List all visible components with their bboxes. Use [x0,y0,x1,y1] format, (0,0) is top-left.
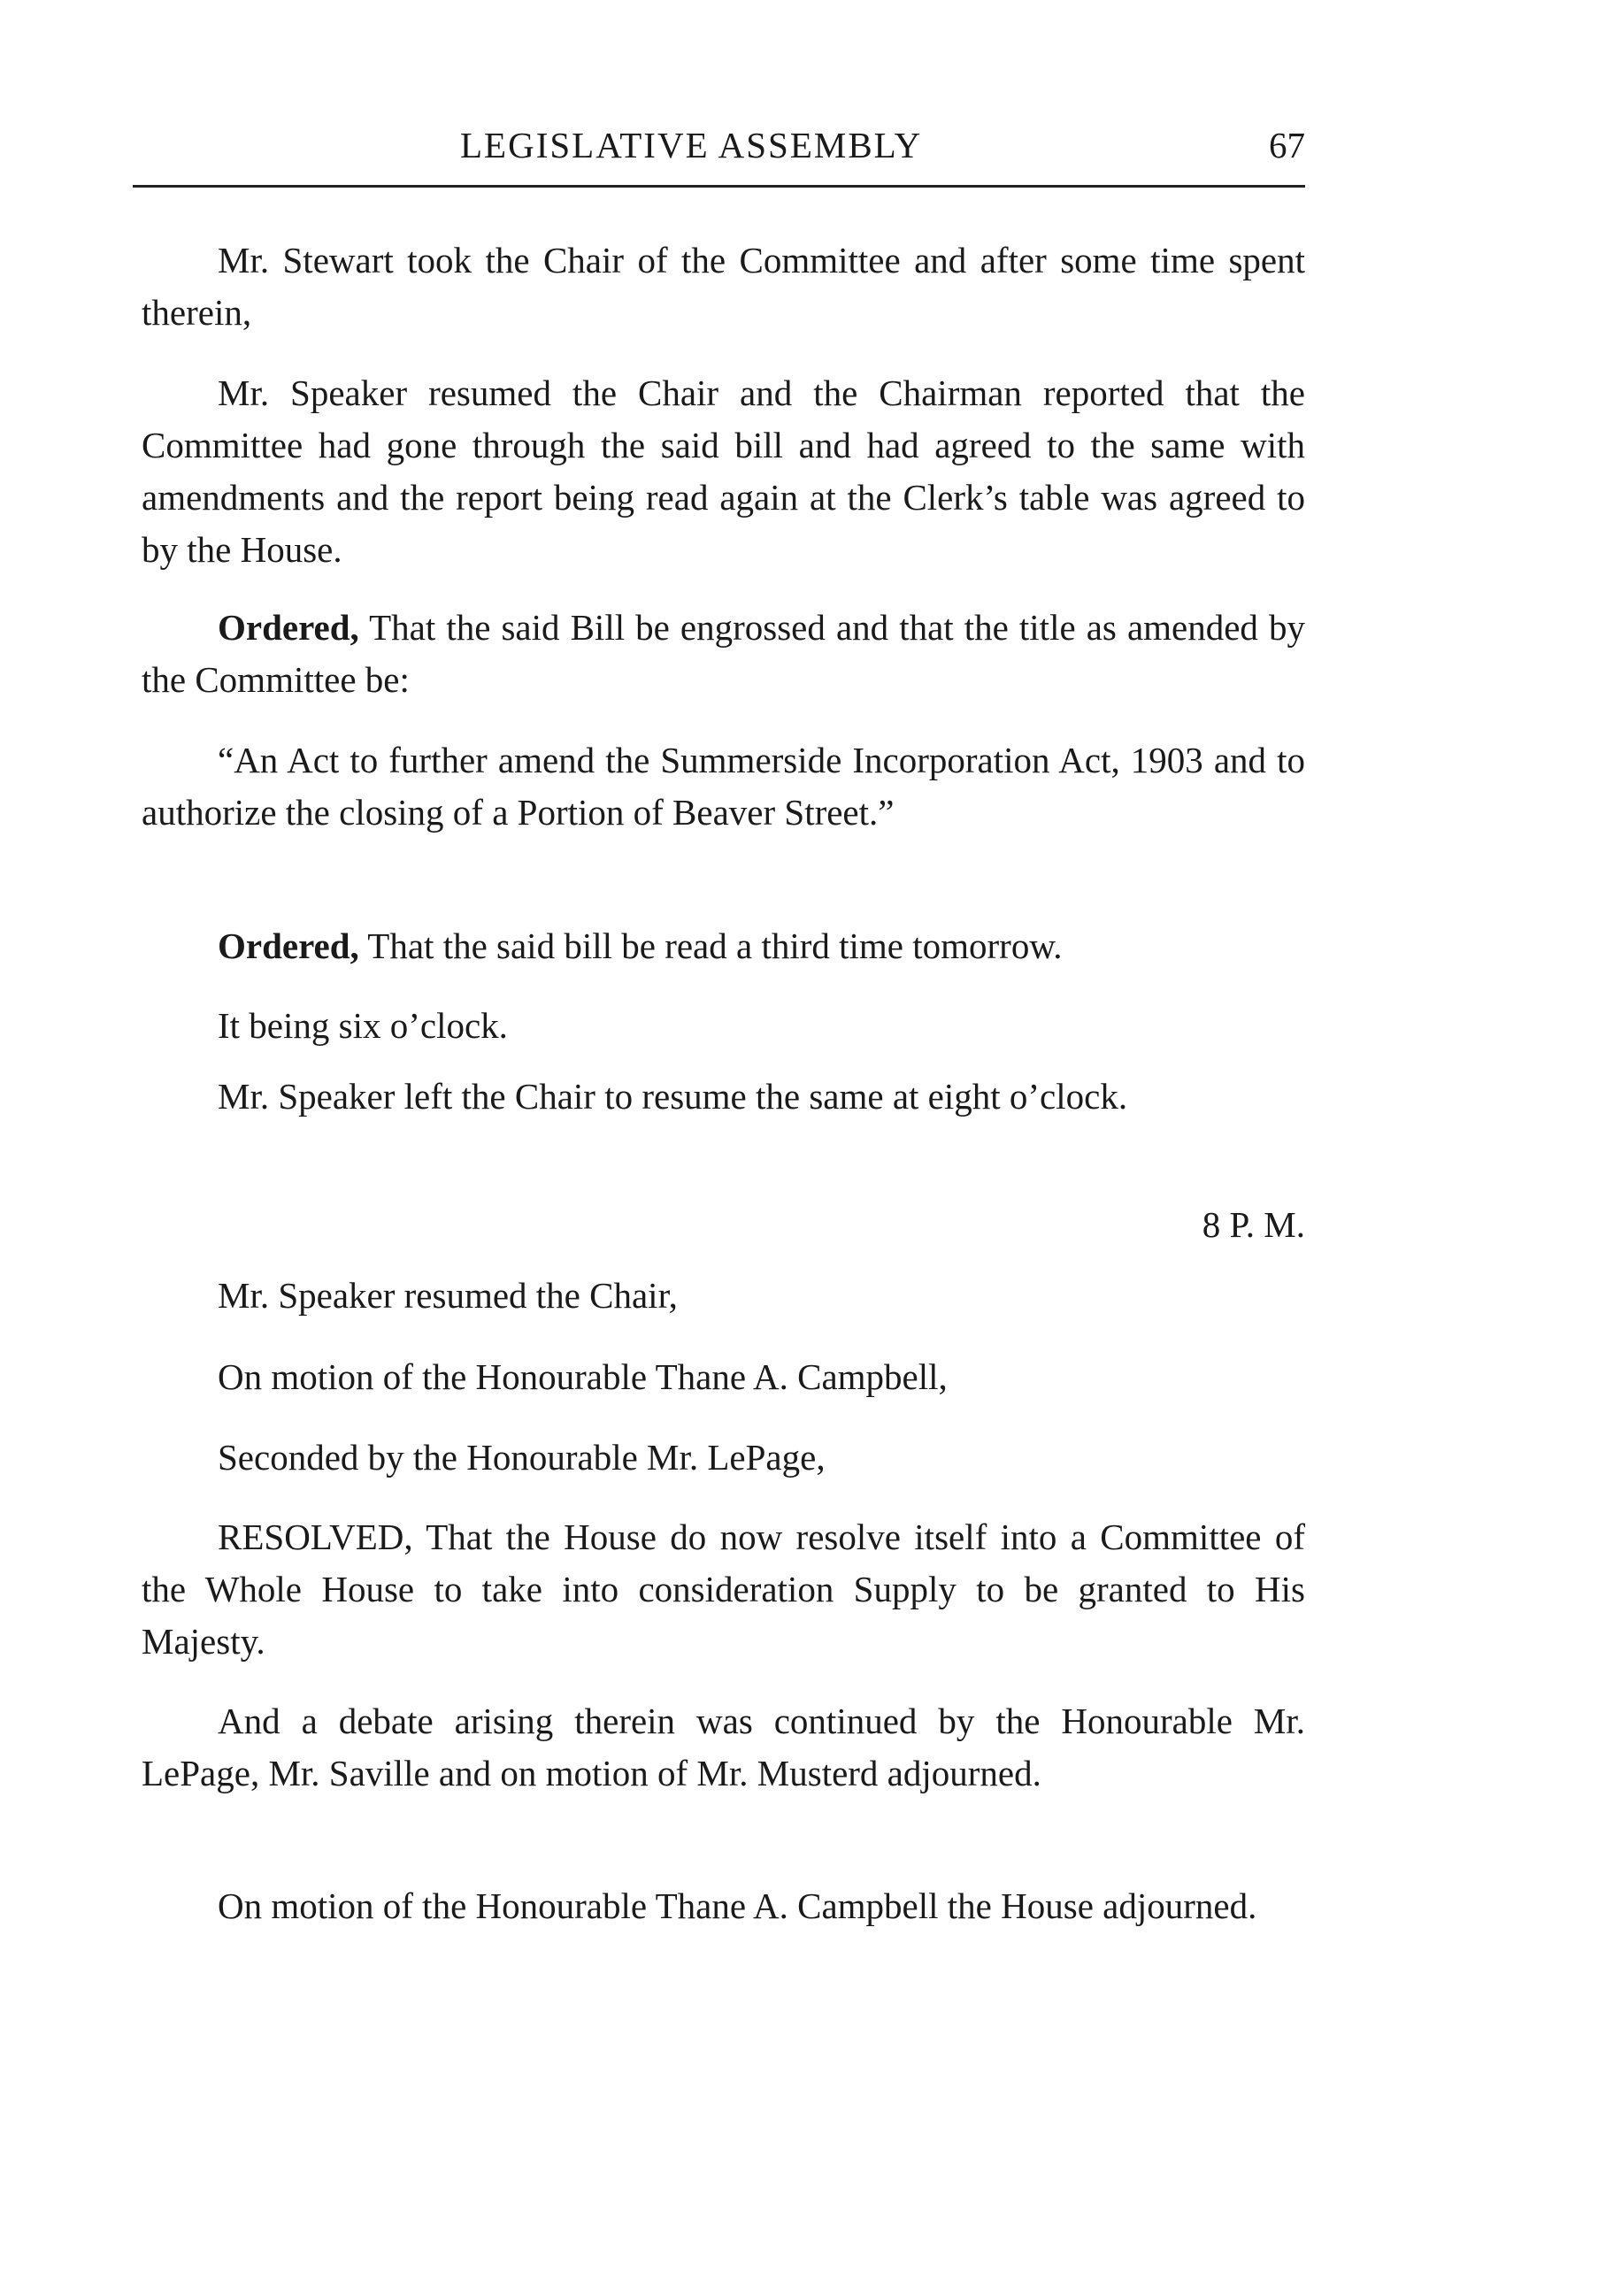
paragraph-speaker-left [142,1071,1305,1123]
paragraph-ordered-third-reading [142,920,1305,972]
page-header [133,124,1305,177]
paragraph-text: On motion of the Honourable Thane A. Campbell, [218,1356,948,1397]
paragraph-six-oclock [142,1000,1305,1052]
paragraph-text: Mr. Speaker resumed the Chair, [218,1275,678,1316]
paragraph-text: And a debate arising therein was continued by the Honourable Mr. LePage, Mr. Saville and on motion of Mr. Musterd adjourned. [142,1701,1305,1793]
running-head: LEGISLATIVE ASSEMBLY [460,125,923,165]
ordered-lead: Ordered, [218,607,359,648]
paragraph-text: Seconded by the Honourable Mr. LePage, [218,1437,826,1478]
paragraph-speaker-resumed [142,367,1305,576]
ordered-lead: Ordered, [218,925,359,966]
paragraph-speaker-resumed-evening [142,1270,1305,1322]
paragraph-text: That the said Bill be engrossed and that the title as amended by the Committee be: [142,607,1305,700]
paragraph-text: It being six o’clock. [218,1005,508,1046]
paragraph-act-title [142,734,1305,839]
header-rule [133,185,1305,188]
time-stamp [142,1199,1305,1251]
paragraph-committee-chair [142,234,1305,339]
paragraph-text: RESOLVED, That the House do now resolve itself into a Committee of the Whole House to take into consideration Supply to be granted to His Majesty. [142,1517,1305,1662]
paragraph-text: “An Act to further amend the Summerside Incorporation Act, 1903 and to authorize the closing of a Portion of Beaver Street.” [142,740,1305,833]
paragraph-ordered-engrossed [142,602,1305,706]
paragraph-text: Mr. Speaker resumed the Chair and the Chairman reported that the Committee had gone through the said bill and had agreed to the same with amendments and the report being read again at the Clerk’s table was agreed to by the House. [142,372,1305,570]
paragraph-text: Mr. Speaker left the Chair to resume the same at eight o’clock. [218,1076,1128,1117]
paragraph-text: On motion of the Honourable Thane A. Campbell the House adjourned. [218,1885,1257,1926]
paragraph-resolved-supply [142,1511,1305,1668]
paragraph-debate-adjourned [142,1695,1305,1800]
paragraph-text: 8 P. M. [1202,1204,1305,1245]
paragraph-motion-campbell [142,1351,1305,1403]
paragraph-seconded-lepage [142,1432,1305,1484]
page-number: 67 [1269,125,1305,165]
paragraph-text: That the said bill be read a third time tomorrow. [358,925,1063,966]
paragraph-house-adjourned [142,1880,1305,1932]
paragraph-text: Mr. Stewart took the Chair of the Committee and after some time spent therein, [142,240,1305,333]
